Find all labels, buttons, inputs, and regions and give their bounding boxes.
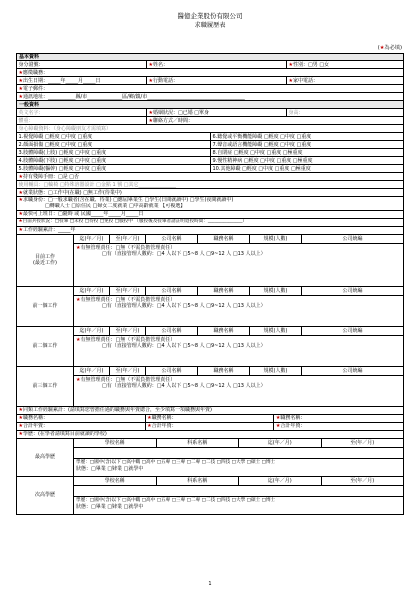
work-col-header: 至(年／月) (110, 327, 146, 335)
work-col-header: 規模(人數) (250, 287, 302, 295)
birth-field[interactable]: ★ 出生日期：_____年_____月_____日 (17, 77, 147, 84)
work-col-header: 公司統編 (342, 287, 363, 294)
form-title: 求職履歷表 (194, 22, 226, 29)
job-status-field[interactable]: ★ 就業狀態：□工作中(在職) □無工作(待業中) (18, 189, 122, 196)
education-table (16, 439, 404, 515)
work-col-header: 公司名稱 (146, 235, 198, 243)
manager-options[interactable]: □有（直接管理人數約：□4 人以下 □5~8 人 □9~12 人 □13 人以上） (102, 382, 266, 389)
work-block (16, 327, 404, 367)
disability-row (16, 133, 404, 141)
education-col-header: 至(年／月) (350, 439, 375, 446)
required-star: ★ (18, 415, 23, 421)
work-col-header: 公司統編 (342, 235, 363, 242)
education-col-header: 至(年／月) (350, 477, 375, 484)
address-field[interactable]: ★ 通訊地址：___________縣/市______________區/鄉/鎮/市_______________________________________ (18, 93, 245, 100)
work-col-header: 迄(年／月) (74, 287, 110, 295)
work-manager-row (74, 296, 403, 310)
job-field[interactable]: ★ 應徵職務： (18, 69, 48, 76)
disability-table (16, 133, 404, 173)
required-star: ★ (147, 423, 152, 429)
total-exp-field[interactable]: ★ 工作經驗累計：_____年 (18, 227, 76, 233)
row-aids (16, 181, 404, 189)
email-field[interactable]: ★ 電子郵件： (18, 85, 48, 92)
row-permit (16, 173, 404, 181)
company-name: 醫億企業股份有限公司 (177, 12, 243, 20)
section-basic: 基本資料 (16, 53, 404, 61)
en-name-field[interactable]: 英文名字： (17, 109, 147, 116)
required-star: ★ (76, 296, 81, 303)
weight-field[interactable]: 體重： (17, 117, 147, 124)
work-col-header: 公司名稱 (146, 367, 198, 375)
work-block-body (74, 327, 403, 366)
education-blank-row[interactable] (74, 486, 403, 497)
education-col-header: 迄(年／月) (239, 477, 322, 485)
row-start-date (16, 211, 404, 219)
education-col-header: 學校名稱 (74, 439, 157, 447)
education-body (74, 477, 403, 514)
same-field-cell[interactable]: ★ 職務名稱： (275, 415, 306, 421)
same-field-row (16, 415, 404, 423)
work-block-body (74, 235, 403, 286)
work-history (16, 235, 404, 407)
status-options[interactable]: 狀態：□畢業 □肄業 □就學中 (76, 503, 144, 510)
work-block-label: 目前工作 (最近工作) (17, 235, 74, 286)
education-header-row (74, 439, 403, 448)
contact-time-field[interactable]: ★ 聯絡方式／時間： (148, 117, 193, 124)
required-star: ★ (275, 423, 281, 429)
same-field-cell[interactable]: ★ 合計年資： (146, 423, 275, 430)
work-block (16, 235, 404, 287)
row-job-status (16, 189, 404, 197)
disability-item[interactable]: 2.顏面損傷 □輕度 □中度 □重度 (17, 141, 211, 148)
work-manager-row (74, 376, 403, 390)
education-col-header: 迄(年／月) (239, 439, 322, 447)
disability-item[interactable]: 8.自閉症 □輕度 □中度 □重度 □極重度 (212, 149, 303, 156)
required-star: ★ (379, 45, 385, 51)
work-block-label: 前一個工作 (17, 287, 74, 326)
manager-options[interactable]: □有（直接管理人數約：□4 人以下 □5~8 人 □9~12 人 □13 人以上） (102, 302, 266, 309)
work-col-header: 至(年／月) (110, 287, 146, 295)
work-col-header: 迄(年／月) (74, 367, 110, 375)
permit-field[interactable]: ★ 持有殘障手冊：□是 □否 (18, 173, 80, 180)
height-field[interactable]: 身高： (288, 109, 304, 116)
work-col-header: 職務名稱 (198, 287, 250, 295)
row-military (16, 219, 404, 227)
start-date-field[interactable]: ★ 最快可上班日：□隨時 或 民國_____年_____月_____日 (18, 211, 144, 217)
row-birth-phones (16, 77, 404, 85)
row-seek-type: ★ 求職身份：□一般求職者(含在職、待業) □應屆畢業生 □學生(日間就讀中) □學生(夜間就讀中) □轉職人士 □原住民 □婦女二度就業 □中高齡就業 【可複選】 (16, 197, 404, 210)
same-field-title: ★ 同類工作經驗累計：(請填寫您曾擔任過的職務與年資總合，至少填寫一項職務與年資) (18, 407, 212, 413)
row-weight-contact (16, 117, 404, 125)
id-field[interactable]: 身分證號： (17, 61, 147, 68)
required-star: ★ (76, 244, 81, 251)
education-blank-row[interactable] (74, 448, 403, 459)
work-manager-row (74, 336, 403, 350)
resume-form (16, 53, 404, 515)
same-field-cell[interactable]: ★ 合計年資： (17, 423, 146, 430)
status-options[interactable]: 狀態：□畢業 □肄業 □就學中 (76, 465, 144, 472)
row-total-exp (16, 227, 404, 235)
education-block (16, 439, 404, 477)
work-col-header: 職務名稱 (198, 235, 250, 243)
disability-item[interactable]: 1.視覺障礙 □輕度 □中度 □重度 (17, 133, 211, 140)
same-field-cell[interactable]: ★ 合計年資： (275, 423, 306, 429)
education-block (16, 477, 404, 515)
education-degree-row (74, 459, 403, 473)
work-col-header: 公司統編 (342, 367, 363, 374)
disability-item[interactable]: 6.聽覺或平衡機能障礙 □輕度 □中度 □重度 (212, 133, 312, 140)
work-col-header: 至(年／月) (110, 367, 146, 375)
required-star: ★ (76, 336, 81, 343)
manager-question[interactable]: ★有無管理責任：□無（不需負擔管理責任） (76, 336, 176, 343)
name-field[interactable]: ★ 姓名： (147, 61, 287, 68)
work-header-row (74, 367, 403, 376)
required-note: (★為必填) (377, 45, 402, 51)
manager-question[interactable]: ★有無管理責任：□無（不需負擔管理責任） (76, 296, 176, 303)
work-block-label: 前二個工作 (17, 327, 74, 366)
row-email (16, 85, 404, 93)
disability-item[interactable]: 7.聲音或語言機能障礙 □輕度 □中度 □重度 (212, 141, 312, 148)
disability-row (16, 149, 404, 157)
header (0, 0, 420, 30)
disability-row (16, 141, 404, 149)
row-en-marital-height (16, 109, 404, 117)
degree-options[interactable]: 學歷：□國中(含)以下 □高中職 □高中 □五專 □三專 □二專 □二技 □四技 □大學 □碩士 □博士 (76, 459, 276, 465)
work-col-header: 公司名稱 (146, 287, 198, 295)
degree-options[interactable]: 學歷：□國中(含)以下 □高中職 □高中 □五專 □三專 □二專 □二技 □四技 □大學 □碩士 □博士 (76, 497, 276, 503)
education-label: 次高學歷 (17, 477, 74, 514)
education-header-row (74, 477, 403, 486)
disability-item[interactable]: 5.肢體障礙(軀幹) □輕度 □中度 □重度 (17, 165, 211, 172)
manager-options[interactable]: □有（直接管理人數約：□4 人以下 □5~8 人 □9~12 人 □13 人以上） (102, 342, 266, 349)
row-id-name-gender (16, 61, 404, 69)
same-field-table (16, 415, 404, 431)
disability-row (16, 165, 404, 173)
section-general: 一般資料 (16, 101, 404, 109)
disability-item[interactable]: 4.肢體障礙(下肢) □輕度 □中度 □重度 (17, 157, 211, 164)
work-header-row (74, 287, 403, 296)
work-header-row (74, 235, 403, 244)
disability-item[interactable]: 9.慢性精神病 □輕度 □中度 □重度 □極重度 (212, 157, 313, 164)
disability-item[interactable]: 10.其他障礙 □輕度 □中度 □重度 □極重度 (212, 165, 311, 172)
work-block (16, 287, 404, 327)
work-col-header: 規模(人數) (250, 367, 302, 375)
work-col-header: 公司統編 (342, 327, 363, 334)
work-block-body (74, 287, 403, 326)
education-degree-row (74, 497, 403, 511)
gender-field[interactable]: ★ 性別： □男 □女 (288, 61, 330, 68)
page-number: 1 (208, 581, 212, 587)
work-col-header: 規模(人數) (250, 235, 302, 243)
section-education: ★ 學歷：(在學者請填寫目前就讀的學校) (16, 431, 404, 439)
row-address (16, 93, 404, 101)
same-field-cell[interactable]: ★ 職務名稱： (146, 415, 275, 422)
seek-type-field[interactable]: ★ 求職身份：□一般求職者(含在職、待業) □應屆畢業生 □學生(日間就讀中) □學生(夜間就讀中) (18, 197, 234, 204)
work-col-header: 至(年／月) (110, 235, 146, 243)
row-disability-title: 身心障礙資料：（身心障礙朋友才需填寫） (16, 125, 404, 133)
education-col-header: 科系名稱 (157, 477, 240, 485)
mobile-field[interactable]: ★ 行動電話： (147, 77, 287, 84)
work-col-header: 職務名稱 (198, 327, 250, 335)
education-body (74, 439, 403, 476)
work-col-header: 迄(年／月) (74, 327, 110, 335)
disability-item[interactable]: 3.肢體障礙(上肢) □輕度 □中度 □重度 (17, 149, 211, 156)
same-field-row (16, 423, 404, 431)
required-star: ★ (18, 423, 23, 429)
required-star: ★ (275, 415, 281, 421)
work-header-row (74, 327, 403, 336)
work-col-header: 公司名稱 (146, 327, 198, 335)
disability-row (16, 157, 404, 165)
required-text: 為必填 (384, 45, 400, 51)
work-manager-row (74, 244, 403, 258)
work-col-header: 迄(年／月) (74, 235, 110, 243)
education-label: 最高學歷 (17, 439, 74, 476)
row-job (16, 69, 404, 77)
military-field[interactable]: ★ 目前兵役狀況：□役畢 □未役 □待役 □免役 □服役中 （服役後及役畢者請註明退役時間：_______________） (18, 219, 247, 224)
required-star: ★ (76, 376, 81, 383)
home-phone-field[interactable]: ★ 家中電話： (288, 77, 318, 84)
work-col-header: 職務名稱 (198, 367, 250, 375)
work-block (16, 367, 404, 407)
work-block-body (74, 367, 403, 406)
same-field-cell[interactable]: ★ 職務名稱： (17, 415, 146, 422)
education-col-header: 學校名稱 (74, 477, 157, 485)
work-col-header: 規模(人數) (250, 327, 302, 335)
row-same-field (16, 407, 404, 415)
required-star: ★ (147, 415, 152, 421)
aids-field[interactable]: 使用輔具：□輪椅 □特殊溶器設計 □金點 1 號 □其它_______________ (18, 181, 177, 188)
manager-options[interactable]: □有（直接管理人數約：□4 人以下 □5~8 人 □9~12 人 □13 人以上） (102, 250, 266, 257)
manager-question[interactable]: ★有無管理責任：□無（不需負擔管理責任） (76, 376, 176, 383)
work-block-label: 前三個工作 (17, 367, 74, 406)
education-col-header: 科系名稱 (157, 439, 240, 447)
marital-field[interactable]: ★ 婚姻狀況：□已婚 □單身 (147, 109, 287, 116)
manager-question[interactable]: ★有無管理責任：□無（不需負擔管理責任） (76, 244, 176, 251)
